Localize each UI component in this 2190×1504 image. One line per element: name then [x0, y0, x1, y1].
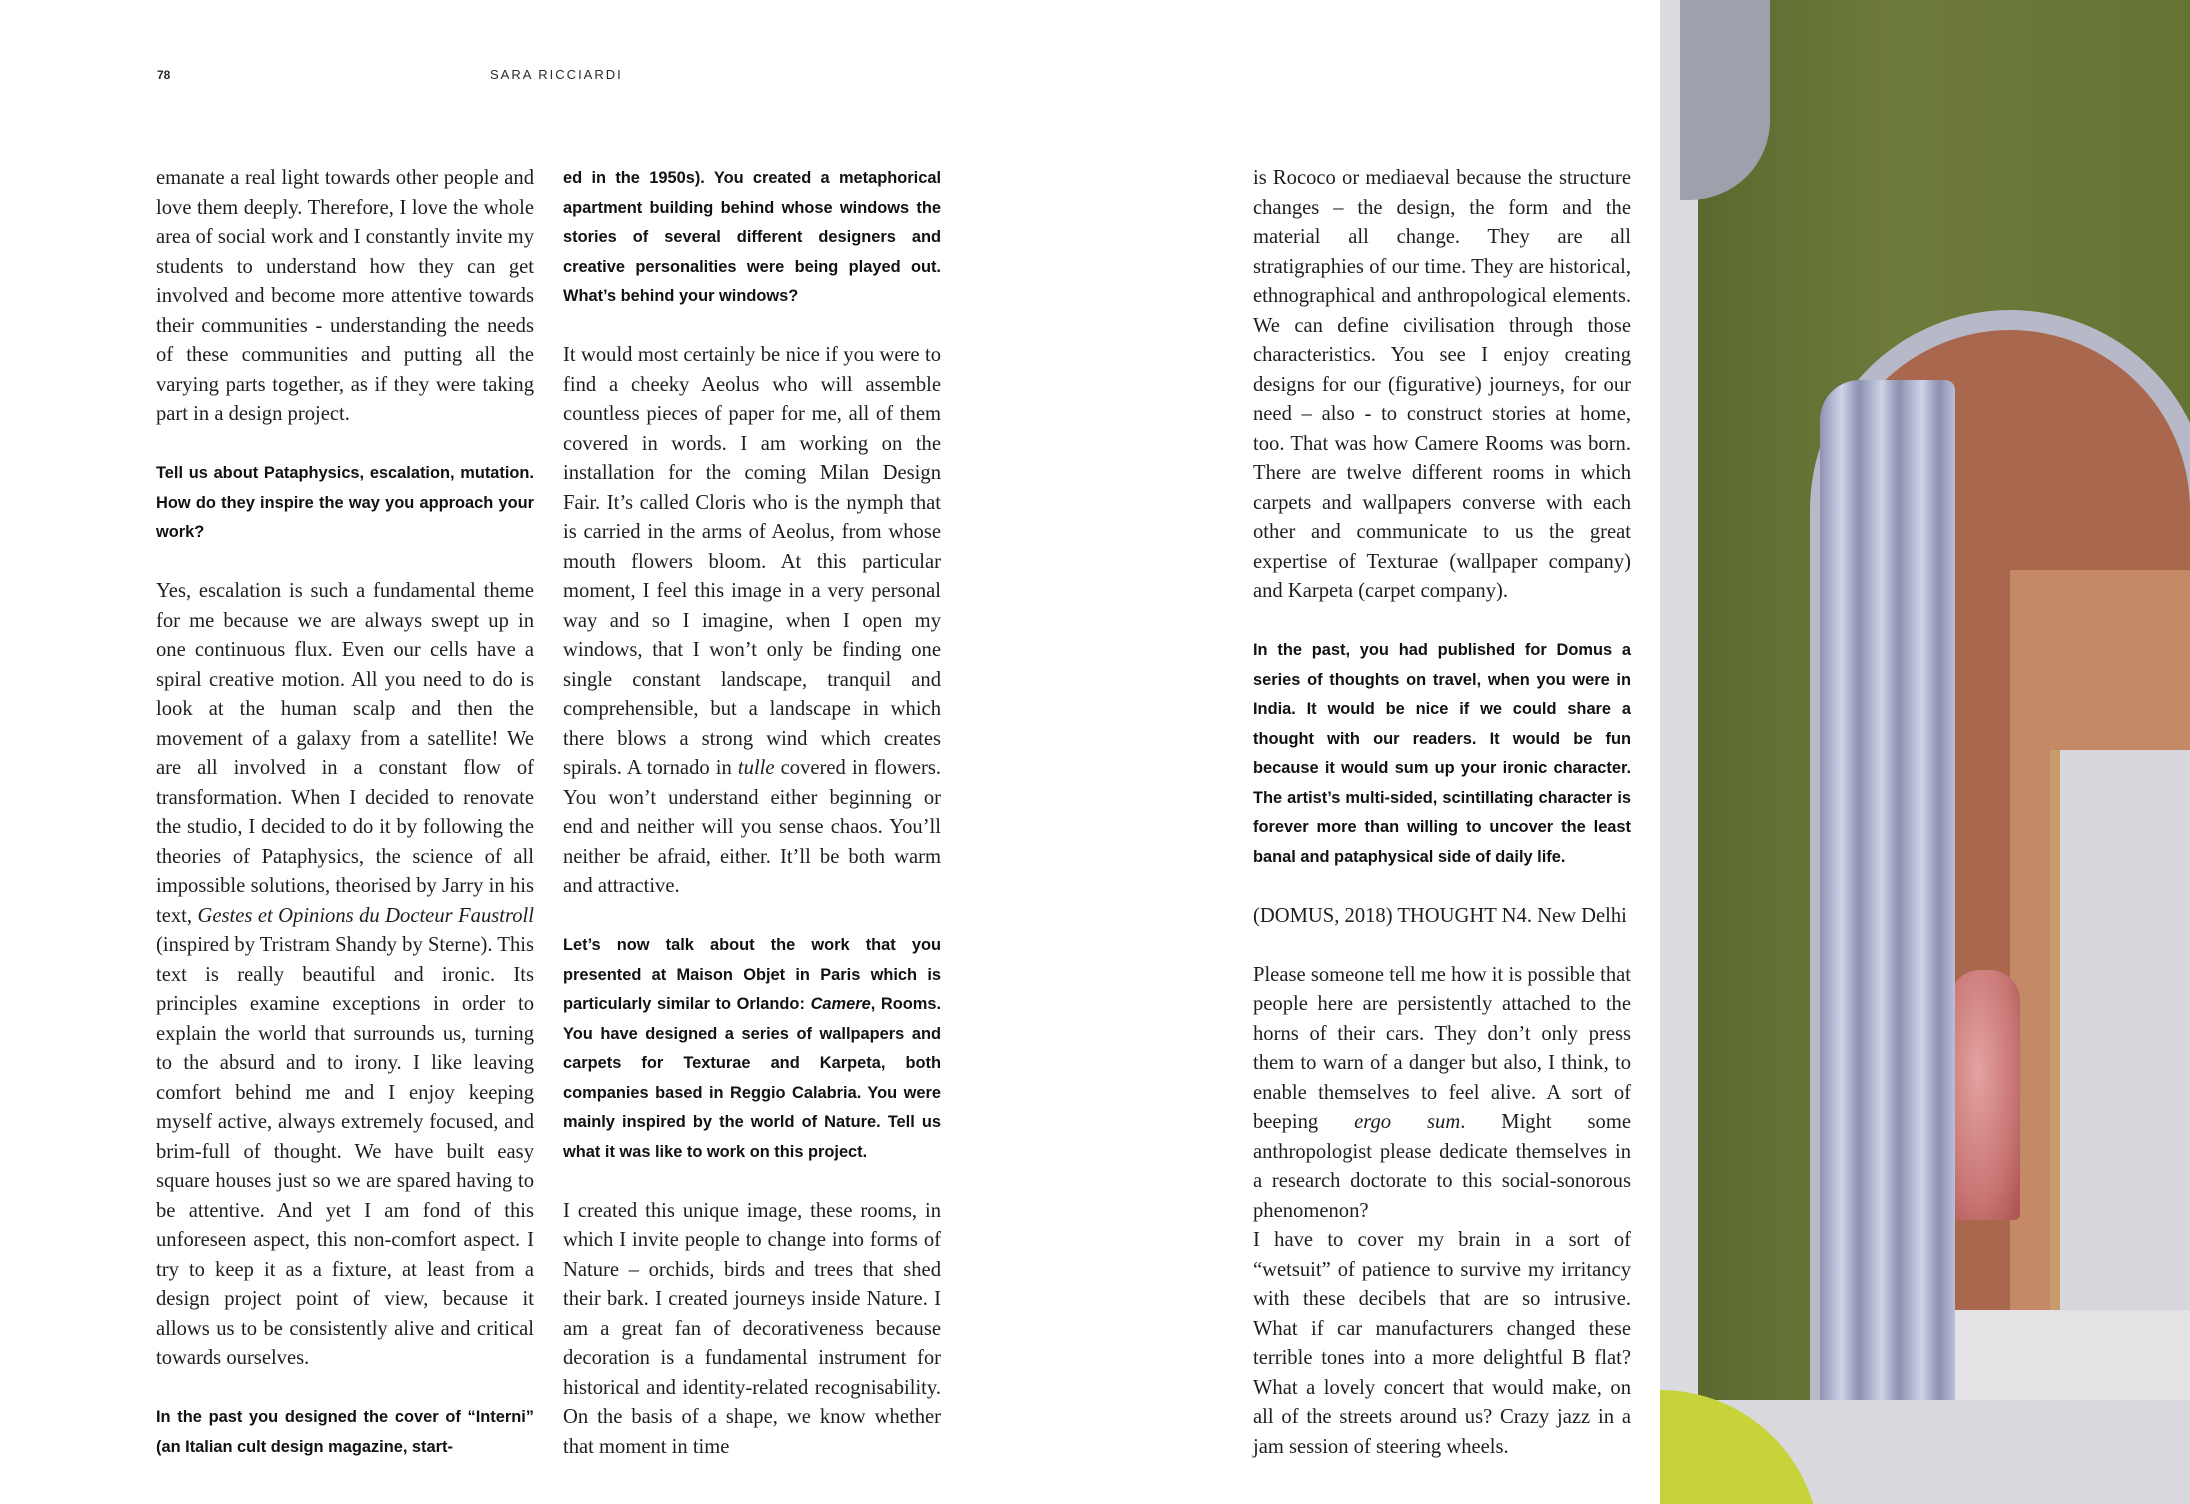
interview-question: [563, 931, 941, 1167]
interview-question: In the past you designed the cover of “Interni” (an Italian cult design magazine, start-: [156, 1408, 534, 1456]
text-span: It would most certainly be nice if you were to find a cheeky Aeolus who will assemble countless pieces of paper for me, all of them covered in words. I am working on the installation for the coming Milan Design Fair. It’s called Cloris who is the nymph that is carried in the arms of Aeolus, from whose mouth flowers bloom. At this particular moment, I feel this image in a very personal way and so I imagine, when I open my windows, that I won’t only be finding one single constant landscape, tranquil and comprehensible, but a landscape in which there blows a strong wind which creates spirals. A tornado in: [563, 344, 941, 779]
text-span: , Rooms. You have designed a series of wallpapers and carpets for Texturae and Karpeta, both companies based in Reggio Calabria. You were mainly inspired by the world of Nature. Tell us what it was like to work on this project.: [563, 995, 942, 1161]
italic-term: ergo sum: [1354, 1111, 1461, 1133]
column-2: [563, 164, 941, 1462]
paragraph: [156, 577, 534, 1374]
page-number: 78: [157, 68, 171, 82]
citation: (DOMUS, 2018) THOUGHT N4. New Delhi: [1253, 904, 1627, 927]
interview-question: Tell us about Pataphysics, escalation, mutation. How do they inspire the way you approach your work?: [156, 464, 534, 541]
paragraph: [563, 341, 941, 902]
text-span: covered in flowers. You won’t understand either beginning or end and neither will you sense chaos. You’ll neither be afraid, either. It’ll be both warm and attractive.: [563, 757, 941, 897]
paragraph: is Rococo or mediaeval because the structure changes – the design, the form and the material all change. They are all stratigraphies of our time. They are historical, ethnographical and anthropological elements. We can define civilisation through those characteristics. You see I enjoy creating designs for our (figurative) journeys, for our need – also - to construct stories at home, too. That was how Camere Rooms was born. There are twelve different rooms in which carpets and wallpapers converse with each other and communicate to us the great expertise of Texturae (wallpaper company) and Karpeta (carpet company).: [1253, 167, 1631, 602]
paragraph: I have to cover my brain in a sort of “wetsuit” of patience to survive my irritancy with these decibels that are so intrusive. What if car manufacturers changed these terrible tones into a more delightful B flat? What a lovely concert that would make, on all of the streets around us? Crazy jazz in a jam session of steering wheels.: [1253, 1229, 1631, 1458]
paragraph: I created this unique image, these rooms, in which I invite people to change into forms of Nature – orchids, birds and trees that shed their bark. I created journeys inside Nature. I am a great fan of decorativeness because decoration is a fundamental instrument for historical and identity-related recognisability. On the basis of a shape, we know whether that moment in time: [563, 1199, 941, 1458]
italic-term: tulle: [737, 757, 775, 779]
text-span: Let’s now talk about the work that you presented at Maison Objet in Paris which is particularly similar to Orlando:: [563, 936, 941, 1013]
marble-sculpture: [1950, 970, 2020, 1220]
paragraph: emanate a real light towards other people and love them deeply. Therefore, I love the whole area of social work and I constantly invite my students to understand how they can get involved and become more attentive towards their communities - understanding the needs of these communities and putting all the varying parts together, as if they were taking part in a design project.: [156, 167, 534, 425]
running-head: SARA RICCIARDI: [490, 67, 623, 82]
lavender-curtain: [1820, 380, 1955, 1460]
interview-question: In the past, you had published for Domus a series of thoughts on travel, when you were in India. It would be nice if we could share a thought with our readers. It would be fun because it would sum up your ironic character. The artist’s multi-sided, scintillating character is forever more than willing to uncover the least banal and pataphysical side of daily life.: [1253, 641, 1631, 866]
column-3: [1253, 164, 1725, 1462]
text-span: Yes, escalation is such a fundamental theme for me because we are always swept up in one continuous flux. Even our cells have a spiral creative motion. All you need to do is look at the human scalp and then the movement of a galaxy from a satellite! We are all involved in a constant flow of transformation. When I decided to renovate the studio, I decided to do it by following the theories of Pataphysics, the science of all impossible solutions, theorised by Jarry in his text,: [156, 580, 534, 927]
text-span: Please someone tell me how it is possible that people here are persistently attached to the horns of their cars. They don’t only press them to warn of a danger but also, I think, to enable themselves to feel alive. A sort of beeping: [1253, 963, 1631, 1133]
interior-photo: [1660, 0, 2190, 1504]
grey-wall-edge: [1660, 0, 1698, 1504]
text-span: (inspired by Tristram Shandy by Sterne). This text is really beautiful and ironic. Its principles examine exceptions in order to explain the world that surrounds us, turning to the absurd and to irony. I like leaving comfort behind me and I enjoy keeping myself active, always extremely focused, and brim-full of thought. We have built easy square houses just so we are spared having to be attentive. And yet I am fond of this unforeseen aspect, this non-comfort aspect. I try to keep it as a fixture, at least from a design project point of view, because it allows us to be consistently alive and critical towards ourselves.: [156, 934, 534, 1369]
text-span: . Might some anthropologist please dedicate themselves in a research doctorate to this social-sonorous phenomenon?: [1253, 1111, 1631, 1222]
paragraph: [1253, 961, 1631, 1227]
column-3-text: [1253, 164, 1631, 1462]
italic-term: Camere: [810, 995, 871, 1013]
book-title: Gestes et Opinions du Docteur Faustroll: [197, 904, 534, 927]
column-1: [156, 164, 534, 1462]
interview-question: ed in the 1950s). You created a metaphorical apartment building behind whose windows the stories of several different designers and creative personalities were being played out. What’s behind your windows?: [563, 169, 941, 305]
